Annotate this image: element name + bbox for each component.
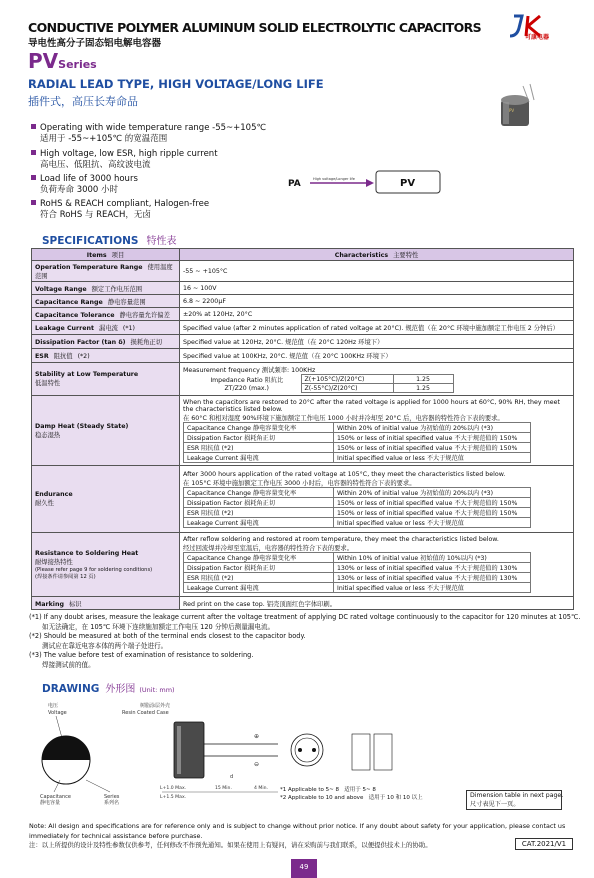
feature-item: RoHS & REACH compliant, Halogen-free 符合 RoHS 与 REACH，无卤 — [31, 199, 209, 221]
svg-text:L+1.0 Max.: L+1.0 Max. — [160, 786, 187, 791]
damp-heat-table: Capacitance Change 静电容量变化率 Within 20% of initial value 为初始值的 20%以内 (*3) Dissipation Factor 损耗角正切 150% or less of initial specified value 不大于规范值的 150% ESR 阻抗值 (*2) 150% or less of initial specified value 不大于规范值的 150% Leakage Current 漏电流 Initial specified value or less 不大于规范值 — [183, 422, 531, 463]
spec-label: ESR 阻抗值 (*2) — [32, 349, 180, 363]
footer-note: Note: All design and specifications are for reference only and is subject to change without prior notice. If any doubt about safety for your application, please contact us immediately for technical assistance before purchase. 注：以上所提供的设计及特性参数仅供参考，任何修改不作预先通知。如果在使用上有疑问，请在采购前与我们联系，以便提供技术上的协助。 — [29, 822, 566, 849]
svg-text:⊖: ⊖ — [254, 761, 260, 768]
series-name: PVSeries — [28, 49, 97, 73]
drawing-heading: DRAWING 外形图 (Unit: mm) — [42, 683, 175, 695]
spec-label: Dissipation Factor (tan δ) 损耗角正切 — [32, 335, 180, 349]
measurement-frequency: Measurement frequency 测试频率: 100KHz — [183, 367, 316, 374]
flow-arrow-label: High voltage/Longer life — [313, 177, 355, 181]
svg-text:L+1.5 Max.: L+1.5 Max. — [160, 795, 187, 800]
flow-to: PV — [400, 178, 416, 189]
logo-text: 可康电器 — [525, 34, 550, 41]
feature-item: High voltage, low ESR, high ripple current 高电压、低阻抗、高纹波电流 — [31, 149, 218, 171]
capacitor-photo — [497, 82, 537, 128]
spec-value: -55 ~ +105°C — [180, 261, 574, 282]
svg-text:Capacitance: Capacitance — [40, 794, 71, 800]
soldering-table: Capacitance Change 静电容量变化率 Within 10% of initial value 初始值的 10%以内 (*3) Dissipation Factor 损耗角正切 130% or less of initial specified value 不大于规范值的 130% ESR 阻抗值 (*2) 130% or less of initial specified value 不大于规范值的 130% Leakage Current 漏电流 Initial specified value or less 不大于规范值 — [183, 552, 531, 593]
spec-label: Resistance to Soldering Heat 耐焊接热特性 (Please refer page 9 for soldering conditions) (焊接条件请参阅第 12 页) — [32, 533, 180, 597]
spec-label: Capacitance Range 静电容量范围 — [32, 295, 180, 308]
type-title-cn: 插件式，高压长寿命品 — [28, 95, 138, 108]
spec-label: Endurance 耐久性 — [32, 466, 180, 533]
spec-label: Damp Heat (Steady State) 稳态湿热 — [32, 396, 180, 466]
svg-text:Voltage: Voltage — [48, 710, 67, 716]
spec-label: Capacitance Tolerance 静电容量允许偏差 — [32, 308, 180, 321]
svg-text:4 Min.: 4 Min. — [254, 786, 268, 791]
svg-text:静电容量: 静电容量 — [40, 800, 61, 806]
svg-text:⊕: ⊕ — [254, 733, 260, 740]
spec-value: Red print on the case top. 铝壳顶面红色字体印刷。 — [180, 597, 574, 610]
series-flow-diagram — [286, 167, 456, 197]
svg-text:树脂涂层外壳: 树脂涂层外壳 — [140, 703, 171, 709]
items-header: Items 项目 — [32, 249, 180, 261]
page-number: 49 — [291, 859, 317, 878]
spec-label: Operation Temperature Range 使用温度范围 — [32, 261, 180, 282]
svg-text:PV: PV — [509, 108, 515, 113]
feature-item: Operating with wide temperature range -55~+105℃ 适用于 -55~+105℃ 的宽温范围 — [31, 123, 266, 145]
specifications-heading: SPECIFICATIONS 特性表 — [42, 235, 177, 247]
svg-text:Series: Series — [104, 794, 120, 800]
catalog-number: CAT.2021/V1 — [515, 838, 573, 850]
svg-text:Resin Coated Case: Resin Coated Case — [122, 710, 169, 716]
spec-label: Stability at Low Temperature 低温特性 — [32, 363, 180, 396]
dimension-table-note: Dimension table in next page. 尺寸表见下一页。 — [466, 790, 562, 810]
spec-value: Specified value at 100KHz, 20°C. 规范值（在 20°C 100KHz 环境下） — [180, 349, 574, 363]
spec-value — [180, 363, 574, 396]
flow-from: PA — [288, 179, 301, 189]
spec-label: Voltage Range 额定工作电压范围 — [32, 282, 180, 295]
spec-value: ±20% at 120Hz, 20°C — [180, 308, 574, 321]
svg-text:15 Min.: 15 Min. — [215, 786, 232, 791]
spec-label: Marking 标识 — [32, 597, 180, 610]
spec-value: Specified value at 120Hz, 20°C. 规范值（在 20°C 120Hz 环境下） — [180, 335, 574, 349]
svg-text:系列名: 系列名 — [104, 800, 120, 806]
spec-value: After 3000 hours application of the rated voltage at 105°C, they meet the characteristics listed below. 在 105°C 环境中施加额定工作电压 3000 小时后，电容器的特性符合下表的要求。 Capacitance Change 静电容量变化率 Within 20% of initial value 为初始值的 20%以内 (*3) Dissipation Factor 损耗角正切 150% or less of initial specified value 不大于规范值的 150% ESR 阻抗值 (*2) 150% or less of initial specified value 不大于规范值的 150% Leakage Current 漏电流 Initial specified value or less 不大于规范值 — [180, 466, 574, 533]
spec-value: When the capacitors are restored to 20°C after the rated voltage is applied for 1000 hours at 60°C, 90% RH, they meet the characteristics listed below. 在 60°C 和相对湿度 90%环境下施加额定工作电压 1000 小时并冷却至 20°C 后，电容器的特性符合下表的要求。 Capacitance Change 静电容量变化率 Within 20% of initial value 为初始值的 20%以内 (*3) Dissipation Factor 损耗角正切 150% or less of initial specified value 不大于规范值的 150% ESR 阻抗值 (*2) 150% or less of initial specified value 不大于规范值的 150% Leakage Current 漏电流 Initial specified value or less 不大于规范值 — [180, 396, 574, 466]
applicable-notes: *1 Applicable to 5~ 8 适用于 5~ 8 *2 Applicable to 10 and above 适用于 10 和 10 以上 — [280, 787, 423, 801]
svg-text:d: d — [230, 774, 234, 780]
impedance-ratio-table: Impedance Ratio 阻抗比 Z(+105°C)/Z(20°C) 1.25 ZT/Z20 (max.) Z(-55°C)/Z(20°C) 1.25 — [193, 374, 454, 393]
document-title-cn: 导电性高分子固态铝电解电容器 — [28, 38, 162, 49]
svg-text:电压: 电压 — [48, 703, 59, 709]
characteristics-header: Characteristics 主要特性 — [180, 249, 574, 261]
spec-value: After reflow soldering and restored at room temperature, they meet the characteristics listed below. 经过回流焊并冷却至室温后，电容器的特性符合下表的要求。 Capacitance Change 静电容量变化率 Within 10% of initial value 初始值的 10%以内 (*3) Dissipation Factor 损耗角正切 130% or less of initial specified value 不大于规范值的 130% ESR 阻抗值 (*2) 130% or less of initial specified value 不大于规范值的 130% Leakage Current 漏电流 Initial specified value or less 不大于规范值 — [180, 533, 574, 597]
spec-label: Leakage Current 漏电流 (*1) — [32, 321, 180, 335]
feature-item: Load life of 3000 hours 负荷寿命 3000 小时 — [31, 174, 138, 196]
spec-value: Specified value (after 2 minutes application of rated voltage at 20°C). 规范值（在 20°C 环境中施加额定工作电压 2 分钟后） — [180, 321, 574, 335]
specifications-table — [31, 248, 574, 610]
spec-value: 6.8 ~ 2200μF — [180, 295, 574, 308]
endurance-table: Capacitance Change 静电容量变化率 Within 20% of initial value 为初始值的 20%以内 (*3) Dissipation Factor 损耗角正切 150% or less of initial specified value 不大于规范值的 150% ESR 阻抗值 (*2) 150% or less of initial specified value 不大于规范值的 150% Leakage Current 漏电流 Initial specified value or less 不大于规范值 — [183, 487, 531, 528]
notes: (*1) If any doubt arises, measure the leakage current after the voltage treatment of applying DC rated voltage continuously to the capacitor for 120 minutes at 105℃. 如无法确定，在 105℃ 环境下连续施加额定工作电压 120 分钟后测量漏电流。 (*2) Should be measured at both of the terminal ends closest to the capacitor body. 测试应在靠近电容本体的两个端子处进行。 (*3) The value before test of examination of resistance to soldering. 焊接测试前的值。 — [29, 613, 581, 669]
document-title: CONDUCTIVE POLYMER ALUMINUM SOLID ELECTROLYTIC CAPACITORS — [28, 20, 482, 35]
spec-value: 16 ~ 100V — [180, 282, 574, 295]
type-title: RADIAL LEAD TYPE, HIGH VOLTAGE/LONG LIFE — [28, 77, 324, 91]
